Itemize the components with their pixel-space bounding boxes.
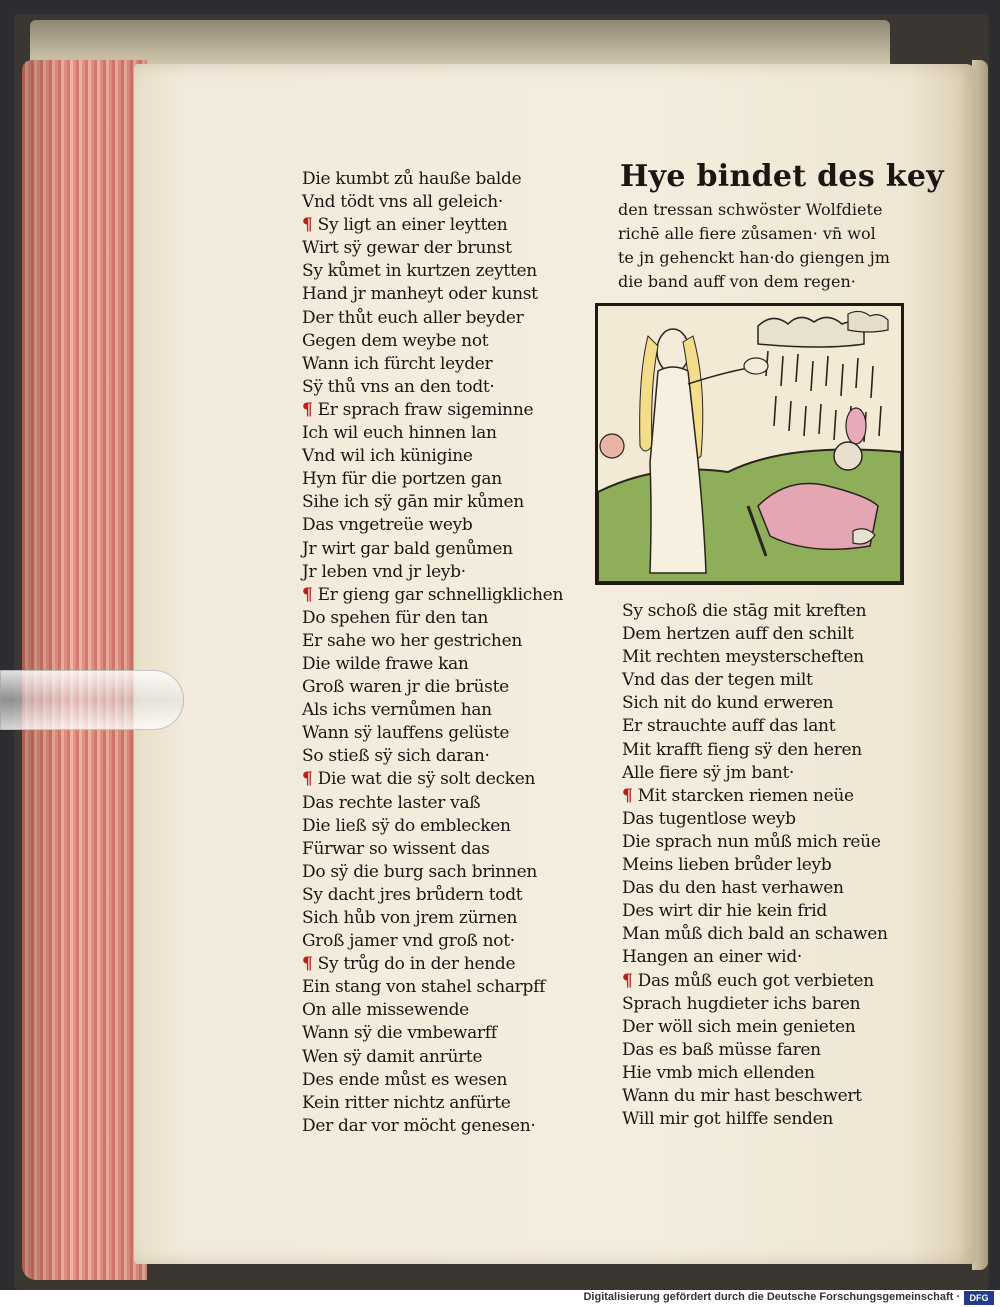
verse-line: Das tugentlose weyb	[622, 808, 796, 829]
verse-line: Alle fiere sÿ jm bant·	[622, 762, 795, 783]
verse-line: Kein ritter nichtz anfürte	[302, 1092, 511, 1113]
verse-line: Wen sÿ damit anrürte	[302, 1046, 483, 1067]
verse-line: Wann ich fürcht leyder	[302, 353, 493, 374]
verse-line: Sy kůmet in kurtzen zeytten	[302, 261, 537, 282]
section-heading: Hye bindet des key	[620, 159, 944, 194]
verse-line: ¶ Sy ligt an einer leytten	[302, 215, 508, 236]
right-text-column	[622, 600, 888, 1131]
verse-line: Man můß dich bald an schawen	[622, 924, 888, 945]
verse-line: Sihe ich sÿ gān mir kůmen	[302, 492, 524, 513]
verse-line: Der thůt euch aller beyder	[302, 307, 524, 328]
verse-line: Hangen an einer wid·	[622, 947, 803, 968]
verse-line: Die ließ sÿ do emblecken	[302, 815, 511, 836]
verse-line: Groß jamer vnd groß not·	[302, 931, 515, 952]
verse-line: Vnd das der tegen milt	[622, 670, 813, 691]
verse-line: ¶ Er gieng gar schnelligklichen	[302, 584, 564, 605]
rubric-pilcrow: ¶	[302, 769, 313, 790]
verse-line: Hie vmb mich ellenden	[622, 1062, 815, 1083]
woodcut-image	[598, 306, 901, 582]
verse-line: Das rechte laster vaß	[302, 792, 481, 813]
verse-line: Hyn für die portzen gan	[302, 469, 502, 490]
verse-line: Mit rechten meysterscheften	[622, 647, 864, 668]
verse-line: Sprach hugdieter ichs baren	[622, 993, 861, 1014]
verse-line: Der wöll sich mein genieten	[622, 1016, 856, 1037]
verse-line: Des wirt dir hie kein frid	[622, 901, 827, 922]
verse-line: Vnd tödt vns all geleich·	[302, 192, 504, 213]
verse-line: Vnd wil ich künigine	[302, 446, 473, 467]
verse-line: Er sahe wo her gestrichen	[302, 630, 522, 651]
verse-line: Das vngetreüe weyb	[302, 515, 473, 536]
rubric-pilcrow: ¶	[302, 215, 313, 236]
verse-line: Dem hertzen auff den schilt	[622, 624, 854, 645]
verse-line: Sy dacht jres brůdern todt	[302, 884, 523, 905]
verse-line: Jr leben vnd jr leyb·	[302, 561, 466, 582]
verse-line: Als ichs vernůmen han	[302, 700, 492, 721]
left-text-column	[302, 168, 563, 1138]
verse-line: Ich wil euch hinnen lan	[302, 423, 497, 444]
verse-line: Do sÿ die burg sach brinnen	[302, 861, 538, 882]
verse-line: ¶ Er sprach fraw sigeminne	[302, 399, 534, 420]
heading-body	[618, 198, 890, 294]
heading-line: die band auff von dem regen·	[618, 272, 856, 291]
verse-line: ¶ Das můß euch got verbieten	[622, 970, 874, 991]
footer-credit: Digitalisierung gefördert durch die Deutsche Forschungsgemeinschaft ·	[583, 1291, 960, 1303]
verse-line: Ein stang von stahel scharpff	[302, 977, 546, 998]
verse-line: Er strauchte auff das lant	[622, 716, 836, 737]
verse-line: Wirt sÿ gewar der brunst	[302, 238, 512, 259]
verse-line: Fürwar so wissent das	[302, 838, 490, 859]
verse-line: Sich nit do kund erweren	[622, 693, 834, 714]
verse-line: ¶ Die wat die sÿ solt decken	[302, 769, 536, 790]
verse-line: Will mir got hilffe senden	[622, 1109, 834, 1130]
verse-line: Mit krafft fieng sÿ den heren	[622, 739, 862, 760]
verse-line: ¶ Mit starcken riemen neüe	[622, 785, 854, 806]
verse-line: Do spehen für den tan	[302, 607, 488, 628]
verse-line: So stieß sÿ sich daran·	[302, 746, 490, 767]
verse-line: Sich hůb von jrem zürnen	[302, 908, 518, 928]
verse-line: Hand jr manheyt oder kunst	[302, 284, 538, 305]
verse-line: Das es baß müsse faren	[622, 1039, 821, 1060]
verse-line: Wann sÿ die vmbewarff	[302, 1023, 497, 1044]
heading-line: richē alle fiere zůsamen· vn̄ wol	[618, 224, 876, 243]
verse-line: Gegen dem weybe not	[302, 330, 489, 351]
rubric-pilcrow: ¶	[622, 970, 633, 991]
verse-line: On alle missewende	[302, 1000, 469, 1021]
verse-line: Der dar vor möcht genesen·	[302, 1115, 536, 1136]
verse-line: ¶ Sy trůg do in der hende	[302, 954, 516, 975]
heading-line: den tressan schwöster Wolfdiete	[618, 200, 883, 219]
rubric-pilcrow: ¶	[622, 785, 633, 806]
verse-line: Sy schoß die stāg mit kreften	[622, 601, 867, 621]
footer-bar	[0, 1290, 1000, 1307]
verse-line: Das du den hast verhawen	[622, 878, 844, 899]
verse-line: Sÿ thů vns an den todt·	[302, 376, 495, 397]
heading-line: te jn gehenckt han·do giengen jm	[618, 248, 890, 267]
verse-line: Jr wirt gar bald genůmen	[302, 538, 513, 559]
verse-line: Groß waren jr die brüste	[302, 677, 509, 698]
dfg-logo: DFG	[964, 1291, 994, 1305]
verse-line: Die wilde frawe kan	[302, 653, 469, 674]
book-cover-top	[30, 20, 890, 64]
verse-line: Die kumbt zů hauße balde	[302, 169, 522, 189]
rubric-pilcrow: ¶	[302, 584, 313, 605]
verse-line: Die sprach nun můß mich reüe	[622, 831, 881, 852]
verse-line: Des ende můst es wesen	[302, 1069, 508, 1090]
verse-line: Wann sÿ lauffens gelüste	[302, 723, 510, 744]
woodcut-illustration	[595, 303, 904, 585]
rubric-pilcrow: ¶	[302, 954, 313, 975]
rubric-pilcrow: ¶	[302, 399, 313, 420]
verse-line: Meins lieben brůder leyb	[622, 855, 832, 876]
glass-bookmark	[0, 670, 184, 730]
verse-line: Wann du mir hast beschwert	[622, 1085, 862, 1106]
